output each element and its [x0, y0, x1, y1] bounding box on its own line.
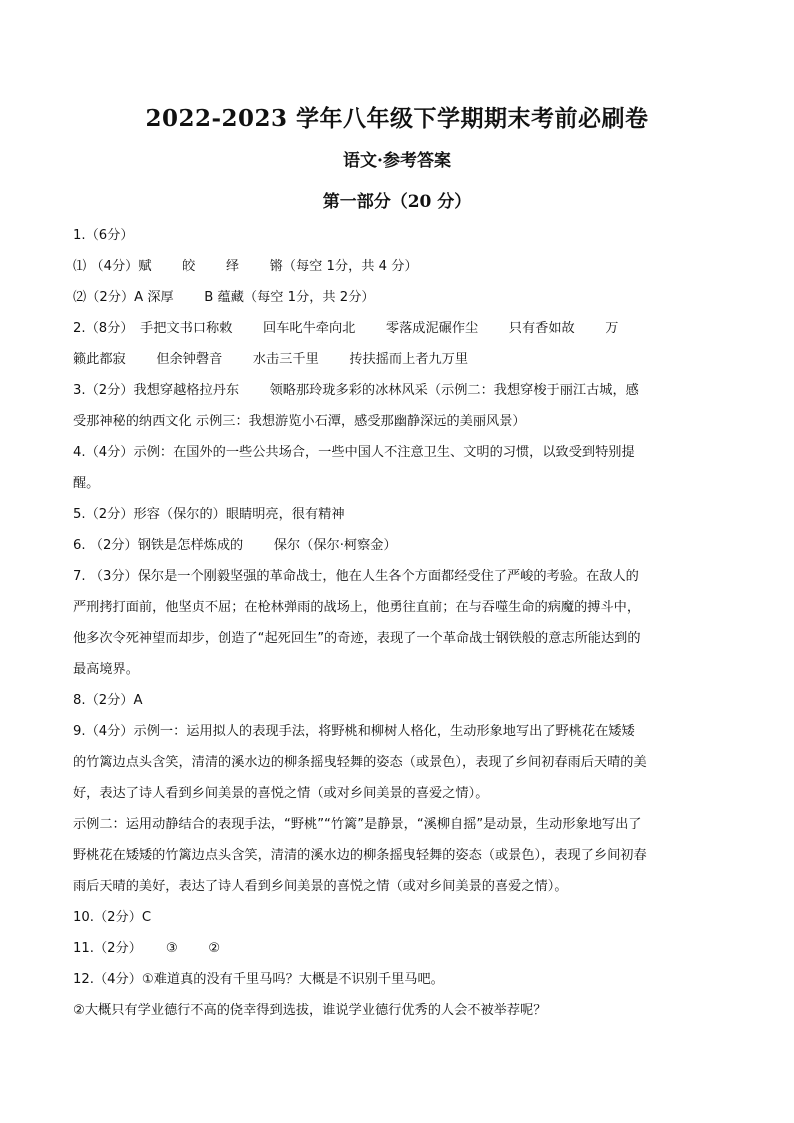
answer-line: 雨后天晴的美好，表达了诗人看到乡间美景的喜悦之情（或对乡间美景的喜爱之情）。 [73, 879, 568, 894]
answer-line: 12.（4分）①难道真的没有千里马吗？大概是不识别千里马吧。 [73, 972, 444, 987]
answer-line: 野桃花在矮矮的竹篱边点头含笑，清清的溪水边的柳条摇曳轻舞的姿态（或景色），表现了乡间初春 [73, 848, 647, 863]
answer-line: 6. （2分）钢铁是怎样炼成的 保尔（保尔·柯察金） [73, 538, 397, 553]
answer-line: 好，表达了诗人看到乡间美景的喜悦之情（或对乡间美景的喜爱之情）。 [73, 786, 489, 801]
document-title: 2022-2023 学年八年级下学期期末考前必刷卷 [145, 105, 649, 132]
answer-line: 最高境界。 [73, 662, 139, 677]
answer-line: ②大概只有学业德行不高的侥幸得到选拔，谁说学业德行优秀的人会不被举荐呢？ [73, 1003, 547, 1018]
answer-line: 籁此都寂 但余钟磬音 水击三千里 抟扶摇而上者九万里 [73, 352, 469, 367]
answer-line: 10.（2分）C [73, 910, 152, 925]
answer-line: 醒。 [73, 476, 100, 491]
answer-line: 示例二：运用动静结合的表现手法，“野桃”“竹篱”是静景，“溪柳自摇”是动景，生动形象地写出了 [73, 817, 642, 832]
answer-line: 2.（8分） 手把文书口称敕 回车叱牛牵向北 零落成泥碾作尘 只有香如故 万 [73, 321, 619, 336]
answer-line: 11.（2分） ③ ② [73, 941, 221, 956]
answer-line: 他多次令死神望而却步，创造了“起死回生”的奇迹，表现了一个革命战士钢铁般的意志所能达到的 [73, 631, 641, 646]
answer-line: 5.（2分）形容（保尔的）眼睛明亮，很有精神 [73, 507, 345, 522]
answer-body [73, 220, 723, 1026]
answer-line: 9.（4分）示例一：运用拟人的表现手法，将野桃和柳树人格化，生动形象地写出了野桃花在矮矮 [73, 724, 635, 739]
answer-line: 受那神秘的纳西文化 示例三：我想游览小石潭，感受那幽静深远的美丽风景） [73, 414, 526, 429]
answer-line: 8.（2分）A [73, 693, 143, 708]
answer-line: ⑴ （4分）赋 皎 绎 锵（每空 1分，共 4 分） [73, 259, 418, 274]
section-heading: 第一部分（20 分） [322, 192, 472, 212]
document-subtitle: 语文·参考答案 [343, 151, 451, 171]
answer-line: ⑵（2分）A 深厚 B 蕴藏（每空 1分，共 2分） [73, 290, 375, 305]
answer-line: 4.（4分）示例：在国外的一些公共场合，一些中国人不注意卫生、文明的习惯，以致受到特别提 [73, 445, 635, 460]
answer-line: 的竹篱边点头含笑，清清的溪水边的柳条摇曳轻舞的姿态（或景色），表现了乡间初春雨后天晴的美 [73, 755, 647, 770]
answer-line: 1.（6分） [73, 228, 134, 243]
answer-line: 严刑拷打面前，他坚贞不屈；在枪林弹雨的战场上，他勇往直前；在与吞噬生命的病魔的搏斗中， [73, 600, 641, 615]
answer-line: 7. （3分）保尔是一个刚毅坚强的革命战士，他在人生各个方面都经受住了严峻的考验。在敌人的 [73, 569, 639, 584]
answer-line: 3.（2分）我想穿越格拉丹东 领略那玲珑多彩的冰林风采（示例二：我想穿梭于丽江古城，感 [73, 383, 639, 398]
